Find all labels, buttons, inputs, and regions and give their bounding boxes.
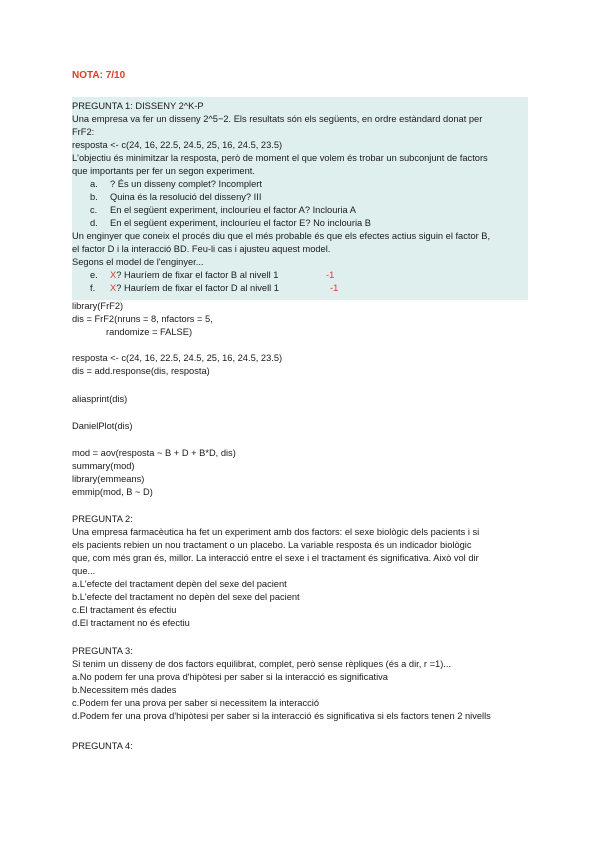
question-1-item-b (72, 191, 528, 204)
item-marker: d. (90, 218, 98, 228)
question-1-intro-line-2: FrF2: (72, 127, 95, 137)
question-1-item-a (72, 178, 528, 191)
code-line: emmip(mod, B ~ D) (72, 487, 153, 497)
code-block-5 (72, 447, 528, 499)
question-2-body-line: que... (72, 566, 96, 576)
question-1-objective-line-2: que importants per fer un segon experiment. (72, 166, 255, 176)
item-text: ? És un disseny complet? Incomplert (110, 179, 262, 189)
item-text (110, 269, 278, 282)
item-text: Quina és la resolució del disseny? III (110, 192, 262, 202)
question-1-title: PREGUNTA 1: DISSENY 2^K-P (72, 101, 204, 111)
item-text: En el següent experiment, inclouríeu el factor A? Inclouria A (110, 205, 356, 215)
wrong-mark: X (110, 283, 117, 293)
item-marker: b. (90, 192, 98, 202)
question-3-body: Si tenim un disseny de dos factors equilibrat, complet, però sense rèpliques (és a dir, r =1)... (72, 659, 452, 669)
answer-value: -1 (330, 283, 339, 293)
question-1-item-f (72, 282, 528, 295)
question-2-option-c: c.El tractament és efectiu (72, 605, 177, 615)
code-line: aliasprint(dis) (72, 394, 128, 404)
question-3-option-c: c.Podem fer una prova per saber si necessitem la interacció (72, 698, 320, 708)
code-line: randomize = FALSE) (106, 327, 193, 337)
question-2-option-b: b.L'efecte del tractament no depèn del sexe del pacient (72, 592, 300, 602)
question-2-title: PREGUNTA 2: (72, 514, 133, 524)
question-1-item-e (72, 269, 528, 282)
question-3-option-b: b.Necessitem més dades (72, 685, 177, 695)
item-marker: a. (90, 179, 98, 189)
item-marker: f. (90, 283, 96, 293)
code-line: library(emmeans) (72, 474, 145, 484)
question-3-option-a: a.No podem fer una prova d'hipòtesi per saber si la interacció es significativa (72, 672, 388, 682)
question-1-resposta-code: resposta <- c(24, 16, 22.5, 24.5, 25, 16, 24.5, 23.5) (72, 140, 283, 150)
question-1-engineer-line-1: Un enginyer que coneix el procés diu que el més probable és que els efectes actius siguin el factor B, (72, 231, 491, 241)
question-3-block (72, 645, 532, 723)
item-marker: c. (90, 205, 98, 215)
code-line: resposta <- c(24, 16, 22.5, 24.5, 25, 16, 24.5, 23.5) (72, 353, 283, 363)
item-text: En el següent experiment, inclouríeu el factor E? No inclouria B (110, 218, 371, 228)
question-1-objective-line-1: L'objectiu és minimitzar la resposta, però de moment el que volem és trobar un subconjunt de factors (72, 153, 488, 163)
code-block-4 (72, 420, 528, 433)
question-3-title: PREGUNTA 3: (72, 646, 133, 656)
question-2-option-d: d.El tractament no és efectiu (72, 618, 190, 628)
code-line: dis = FrF2(nruns = 8, nfactors = 5, (72, 314, 213, 324)
code-block-3 (72, 393, 528, 406)
grade-label: NOTA: 7/10 (72, 70, 126, 81)
question-1-item-d (72, 217, 528, 230)
question-1-block (72, 97, 528, 300)
code-line: library(FrF2) (72, 301, 124, 311)
code-line: dis = add.response(dis, resposta) (72, 366, 210, 376)
question-3-option-d: d.Podem fer una prova d'hipòtesi per saber si la interacció és significativa si els factors tenen 2 nivells (72, 711, 491, 721)
question-1-engineer-line-3: Segons el model de l'enginyer... (72, 257, 204, 267)
item-marker: e. (90, 270, 98, 280)
wrong-mark: X (110, 270, 117, 280)
item-question: ? Hauríem de fixar el factor B al nivell 1 (116, 270, 279, 280)
question-2-body-line: els pacients rebien un nou tractament o un placebo. La variable resposta és un indicador biològic (72, 540, 472, 550)
item-question: ? Hauríem de fixar el factor D al nivell 1 (116, 283, 279, 293)
question-2-block (72, 513, 532, 630)
question-4-title: PREGUNTA 4: (72, 741, 133, 751)
answer-value: -1 (326, 270, 335, 280)
question-2-body-line: que, com més gran és, millor. La interacció entre el sexe i el tractament és significativa. Això vol dir (72, 553, 479, 563)
question-4-block (72, 740, 528, 753)
code-block-2 (72, 352, 528, 378)
question-1-engineer-line-2: el factor D i la interacció BD. Feu-li cas i ajusteu aquest model. (72, 244, 331, 254)
code-line: DanielPlot(dis) (72, 421, 133, 431)
code-line: mod = aov(resposta ~ B + D + B*D, dis) (72, 448, 236, 458)
question-1-item-c (72, 204, 528, 217)
code-line: summary(mod) (72, 461, 135, 471)
question-2-body-line: Una empresa farmacèutica ha fet un experiment amb dos factors: el sexe biològic dels pacients i si (72, 527, 480, 537)
question-1-intro-line-1: Una empresa va fer un disseny 2^5−2. Els resultats són els següents, en ordre estàndard donat per (72, 114, 483, 124)
item-text (110, 282, 279, 295)
code-block-1 (72, 300, 528, 339)
question-2-option-a: a.L'efecte del tractament depèn del sexe del pacient (72, 579, 287, 589)
